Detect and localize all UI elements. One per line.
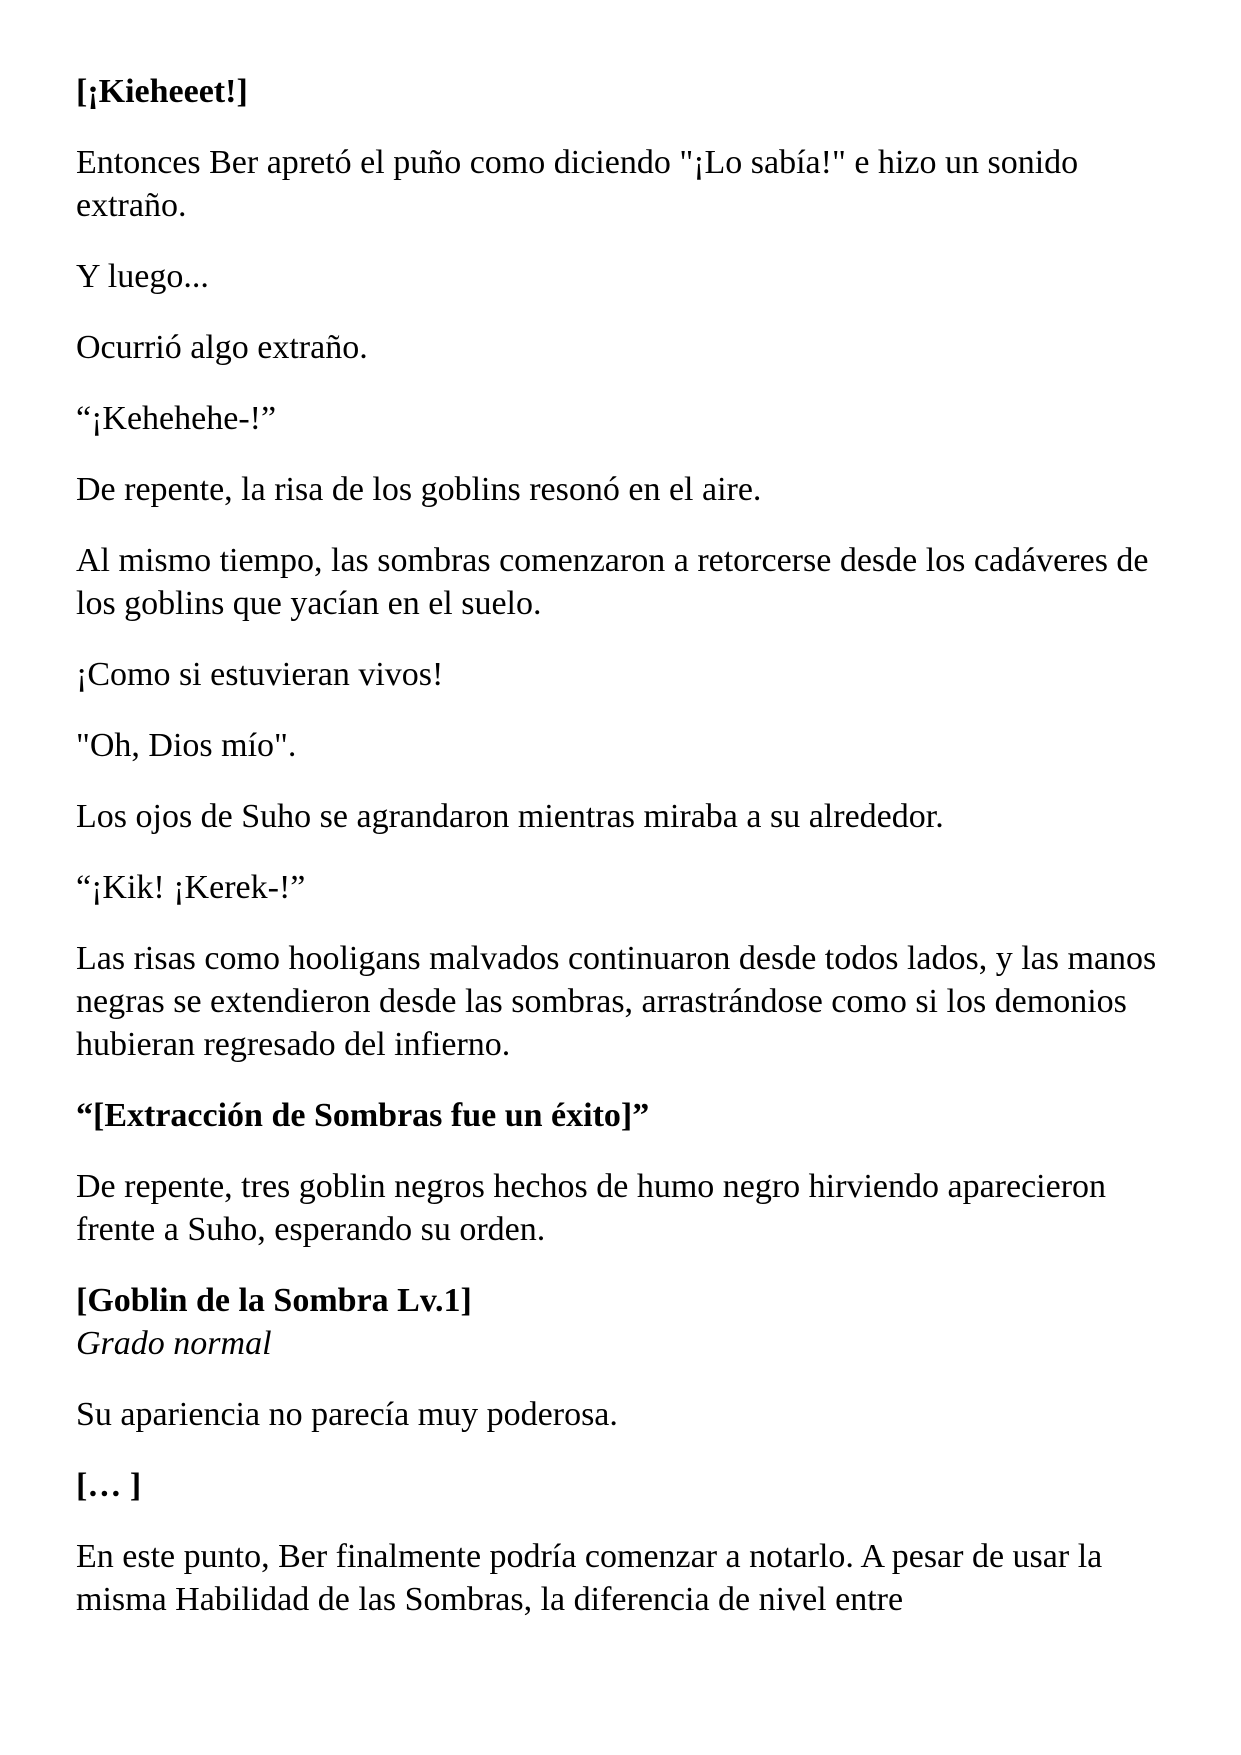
narration-paragraph: Y luego... xyxy=(76,258,209,295)
system-ellipsis: [… ] xyxy=(76,1467,142,1504)
document-page xyxy=(76,70,1186,1649)
dialogue-line: “¡Kik! ¡Kerek-!” xyxy=(76,869,306,906)
narration-paragraph: En este punto, Ber finalmente podría comenzar a notarlo. A pesar de usar la misma Habilidad de las Sombras, la diferencia de nivel entre xyxy=(76,1538,1103,1618)
narration-paragraph: Ocurrió algo extraño. xyxy=(76,329,368,366)
shadow-unit-name: [Goblin de la Sombra Lv.1] xyxy=(76,1282,472,1319)
narration-paragraph: Entonces Ber apretó el puño como diciendo "¡Lo sabía!" e hizo un sonido extraño. xyxy=(76,144,1079,224)
narration-paragraph: De repente, tres goblin negros hechos de humo negro hirviendo aparecieron frente a Suho, esperando su orden. xyxy=(76,1168,1107,1248)
system-sound-line: [¡Kieheeet!] xyxy=(76,73,248,110)
narration-paragraph: Los ojos de Suho se agrandaron mientras miraba a su alrededor. xyxy=(76,798,944,835)
dialogue-line: “¡Kehehehe-!” xyxy=(76,400,277,437)
shadow-unit-grade: Grado normal xyxy=(76,1325,272,1362)
system-message: “[Extracción de Sombras fue un éxito]” xyxy=(76,1097,650,1134)
narration-paragraph: De repente, la risa de los goblins resonó en el aire. xyxy=(76,471,762,508)
dialogue-line: "Oh, Dios mío". xyxy=(76,727,297,764)
narration-paragraph: ¡Como si estuvieran vivos! xyxy=(76,656,444,693)
narration-paragraph: Su apariencia no parecía muy poderosa. xyxy=(76,1396,618,1433)
narration-paragraph: Las risas como hooligans malvados continuaron desde todos lados, y las manos negras se extendieron desde las sombras, arrastrándose como si los demonios hubieran regresado del infierno. xyxy=(76,940,1157,1063)
narration-paragraph: Al mismo tiempo, las sombras comenzaron a retorcerse desde los cadáveres de los goblins que yacían en el suelo. xyxy=(76,542,1149,622)
